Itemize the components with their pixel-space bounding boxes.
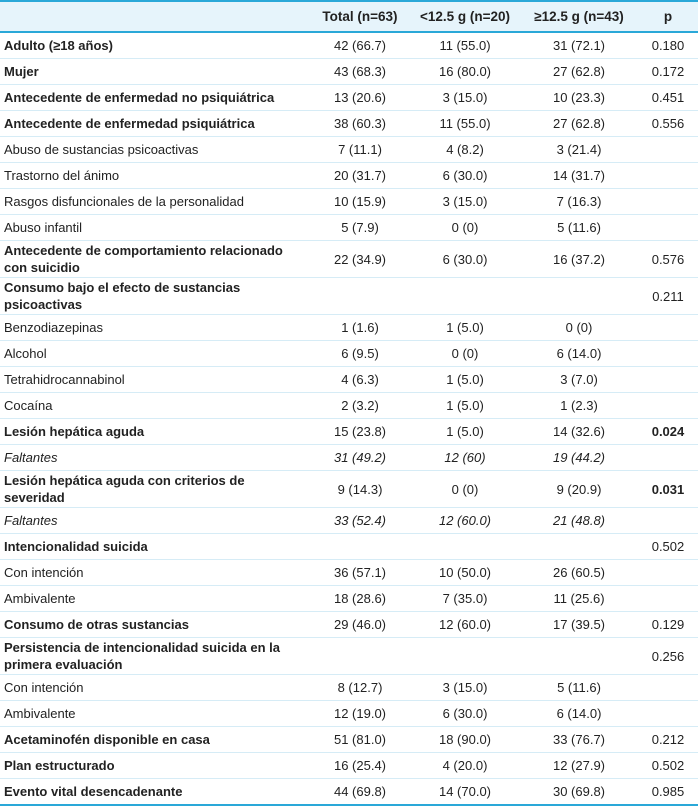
cell-p-value [638, 137, 698, 163]
table-row [0, 753, 698, 779]
cell-p-value: 0.172 [651, 64, 685, 79]
cell-ge-12-5g [520, 534, 638, 560]
cell-total: 51 (81.0) [333, 732, 387, 747]
row-label: Ambivalente [4, 706, 76, 721]
cell-p-value: 0.024 [651, 424, 685, 439]
header-row [0, 1, 698, 32]
cell-p-value: 0.129 [651, 617, 685, 632]
row-label: Abuso infantil [4, 220, 83, 235]
table-row [0, 445, 698, 471]
table-row [0, 241, 698, 278]
cell-total [310, 638, 410, 675]
cell-ge-12-5g: 12 (27.9) [552, 758, 606, 773]
table-row [0, 508, 698, 534]
cell-ge-12-5g: 3 (7.0) [560, 372, 598, 387]
cell-total: 2 (3.2) [341, 398, 379, 413]
table-row [0, 701, 698, 727]
cell-p-value [638, 393, 698, 419]
row-label: Alcohol [4, 346, 47, 361]
row-label: Persistencia de intencionalidad suicida en la primera evaluación [4, 640, 280, 672]
cell-p-value: 0.211 [652, 288, 684, 304]
cell-lt-12-5g: 7 (35.0) [442, 591, 488, 606]
cell-lt-12-5g: 12 (60.0) [438, 617, 492, 632]
table-row [0, 215, 698, 241]
table-row [0, 534, 698, 560]
cell-total: 33 (52.4) [333, 513, 387, 528]
cell-p-value: 0.502 [651, 539, 685, 554]
table-row [0, 85, 698, 111]
cell-p-value [638, 367, 698, 393]
cell-p-value [638, 701, 698, 727]
table-row [0, 163, 698, 189]
cell-lt-12-5g: 1 (5.0) [446, 372, 484, 387]
table-row [0, 111, 698, 137]
cell-lt-12-5g: 18 (90.0) [438, 732, 492, 747]
cell-p-value [638, 675, 698, 701]
row-label: Plan estructurado [4, 758, 115, 773]
row-label: Abuso de sustancias psicoactivas [4, 142, 199, 157]
cell-ge-12-5g: 6 (14.0) [556, 346, 602, 361]
cell-lt-12-5g: 4 (20.0) [442, 758, 488, 773]
row-label: Antecedente de enfermedad no psiquiátrica [4, 90, 275, 105]
cell-total: 36 (57.1) [333, 565, 387, 580]
cell-total: 42 (66.7) [333, 38, 387, 53]
cell-ge-12-5g [520, 278, 638, 315]
cell-p-value [638, 341, 698, 367]
cell-p-value [638, 508, 698, 534]
cell-total: 1 (1.6) [341, 320, 379, 335]
header-ge-12-5g: ≥12.5 g (n=43) [534, 9, 624, 24]
header-total: Total (n=63) [322, 9, 398, 24]
cell-total: 13 (20.6) [333, 90, 387, 105]
cell-ge-12-5g [520, 638, 638, 675]
row-label: Antecedente de comportamiento relacionado con suicidio [4, 243, 283, 275]
cell-total: 18 (28.6) [333, 591, 387, 606]
row-label: Evento vital desencadenante [4, 784, 183, 799]
row-label: Cocaína [4, 398, 53, 413]
header-label [0, 1, 310, 32]
row-label: Consumo bajo el efecto de sustancias psicoactivas [4, 280, 241, 312]
cell-p-value [638, 586, 698, 612]
cell-lt-12-5g: 3 (15.0) [442, 90, 488, 105]
table-row [0, 367, 698, 393]
cell-lt-12-5g: 11 (55.0) [439, 116, 491, 131]
row-label: Mujer [4, 64, 39, 79]
row-label: Faltantes [4, 513, 58, 528]
table-row [0, 638, 698, 675]
table-row [0, 419, 698, 445]
table-row [0, 612, 698, 638]
cell-ge-12-5g: 21 (48.8) [552, 513, 606, 528]
row-label: Benzodiazepinas [4, 320, 104, 335]
cell-p-value [638, 560, 698, 586]
table-row [0, 137, 698, 163]
cell-p-value: 0.576 [651, 251, 685, 267]
cell-lt-12-5g: 3 (15.0) [442, 194, 488, 209]
cell-p-value [638, 215, 698, 241]
cell-p-value [638, 445, 698, 471]
cell-ge-12-5g: 9 (20.9) [556, 481, 602, 497]
cell-lt-12-5g: 1 (5.0) [446, 320, 484, 335]
cell-lt-12-5g: 12 (60.0) [438, 513, 492, 528]
cell-total: 16 (25.4) [333, 758, 387, 773]
row-label: Lesión hepática aguda con criterios de severidad [4, 473, 245, 505]
cell-total: 12 (19.0) [333, 706, 387, 721]
cell-p-value: 0.031 [651, 481, 685, 497]
cell-ge-12-5g: 27 (62.8) [552, 116, 606, 131]
cell-lt-12-5g: 0 (0) [451, 220, 479, 235]
cell-total [310, 278, 410, 315]
row-label: Intencionalidad suicida [4, 539, 148, 554]
row-label: Tetrahidrocannabinol [4, 372, 125, 387]
cell-ge-12-5g: 30 (69.8) [552, 784, 606, 799]
cell-p-value [638, 315, 698, 341]
table-row [0, 32, 698, 59]
row-label: Lesión hepática aguda [4, 424, 145, 439]
cell-total: 43 (68.3) [333, 64, 387, 79]
cell-p-value: 0.256 [651, 648, 685, 664]
cell-total: 15 (23.8) [333, 424, 387, 439]
cell-total: 20 (31.7) [333, 168, 387, 183]
cell-ge-12-5g: 17 (39.5) [552, 617, 606, 632]
cell-total: 6 (9.5) [341, 346, 379, 361]
table-row [0, 727, 698, 753]
cell-lt-12-5g: 6 (30.0) [442, 706, 488, 721]
row-label: Faltantes [4, 450, 58, 465]
cell-total: 22 (34.9) [333, 251, 387, 267]
row-label: Consumo de otras sustancias [4, 617, 189, 632]
cell-ge-12-5g: 5 (11.6) [557, 680, 601, 695]
table-row [0, 189, 698, 215]
table-row [0, 675, 698, 701]
table-row [0, 586, 698, 612]
cell-total: 31 (49.2) [333, 450, 387, 465]
cell-ge-12-5g: 33 (76.7) [552, 732, 606, 747]
cell-p-value [638, 163, 698, 189]
header-lt-12-5g: <12.5 g (n=20) [419, 9, 511, 24]
cell-ge-12-5g: 19 (44.2) [552, 450, 606, 465]
cell-lt-12-5g: 14 (70.0) [438, 784, 492, 799]
cell-total: 29 (46.0) [333, 617, 387, 632]
cell-ge-12-5g: 26 (60.5) [552, 565, 606, 580]
cell-ge-12-5g: 5 (11.6) [557, 220, 601, 235]
cell-ge-12-5g: 1 (2.3) [560, 398, 598, 413]
cell-lt-12-5g [410, 534, 520, 560]
cell-ge-12-5g: 31 (72.1) [552, 38, 606, 53]
row-label: Acetaminofén disponible en casa [4, 732, 210, 747]
cell-lt-12-5g [410, 278, 520, 315]
table-row [0, 278, 698, 315]
table-row [0, 560, 698, 586]
cell-lt-12-5g: 1 (5.0) [446, 398, 484, 413]
cell-total: 5 (7.9) [341, 220, 379, 235]
cell-lt-12-5g: 10 (50.0) [438, 565, 492, 580]
cell-ge-12-5g: 0 (0) [565, 320, 593, 335]
cell-p-value: 0.985 [651, 784, 685, 799]
cell-ge-12-5g: 7 (16.3) [556, 194, 602, 209]
cell-total: 10 (15.9) [333, 194, 387, 209]
cell-p-value: 0.502 [651, 758, 685, 773]
row-label: Ambivalente [4, 591, 76, 606]
cell-lt-12-5g: 16 (80.0) [438, 64, 492, 79]
cell-lt-12-5g: 3 (15.0) [442, 680, 488, 695]
table-row [0, 471, 698, 508]
table-row [0, 779, 698, 806]
cell-total: 8 (12.7) [337, 680, 383, 695]
cell-total: 44 (69.8) [333, 784, 387, 799]
cell-lt-12-5g: 4 (8.2) [446, 142, 484, 157]
cell-total: 4 (6.3) [341, 372, 379, 387]
row-label: Con intención [4, 565, 84, 580]
cell-lt-12-5g: 12 (60) [444, 450, 486, 465]
cell-lt-12-5g: 6 (30.0) [442, 251, 488, 267]
row-label: Con intención [4, 680, 84, 695]
cell-lt-12-5g: 0 (0) [451, 346, 479, 361]
cell-lt-12-5g: 6 (30.0) [442, 168, 488, 183]
cell-p-value: 0.180 [651, 38, 685, 53]
cell-lt-12-5g [410, 638, 520, 675]
row-label: Adulto (≥18 años) [4, 38, 113, 53]
cell-lt-12-5g: 0 (0) [451, 481, 479, 497]
cell-p-value [638, 189, 698, 215]
cell-ge-12-5g: 27 (62.8) [552, 64, 606, 79]
cell-total [310, 534, 410, 560]
cell-lt-12-5g: 11 (55.0) [439, 38, 491, 53]
cell-total: 38 (60.3) [333, 116, 387, 131]
row-label: Rasgos disfuncionales de la personalidad [4, 194, 244, 209]
cell-ge-12-5g: 14 (32.6) [552, 424, 606, 439]
table-row [0, 315, 698, 341]
cell-p-value: 0.451 [651, 90, 685, 105]
table-row [0, 393, 698, 419]
cell-p-value: 0.556 [651, 116, 685, 131]
cell-ge-12-5g: 6 (14.0) [556, 706, 602, 721]
cell-ge-12-5g: 16 (37.2) [552, 251, 606, 267]
row-label: Antecedente de enfermedad psiquiátrica [4, 116, 255, 131]
table-row [0, 341, 698, 367]
cell-ge-12-5g: 3 (21.4) [556, 142, 602, 157]
cell-lt-12-5g: 1 (5.0) [446, 424, 484, 439]
cell-total: 7 (11.1) [338, 142, 382, 157]
row-label: Trastorno del ánimo [4, 168, 120, 183]
cell-total: 9 (14.3) [337, 481, 383, 497]
table-row [0, 59, 698, 85]
cell-ge-12-5g: 11 (25.6) [553, 591, 605, 606]
cell-p-value: 0.212 [651, 732, 685, 747]
header-p: p [663, 9, 673, 24]
cell-ge-12-5g: 10 (23.3) [552, 90, 606, 105]
cell-ge-12-5g: 14 (31.7) [552, 168, 606, 183]
